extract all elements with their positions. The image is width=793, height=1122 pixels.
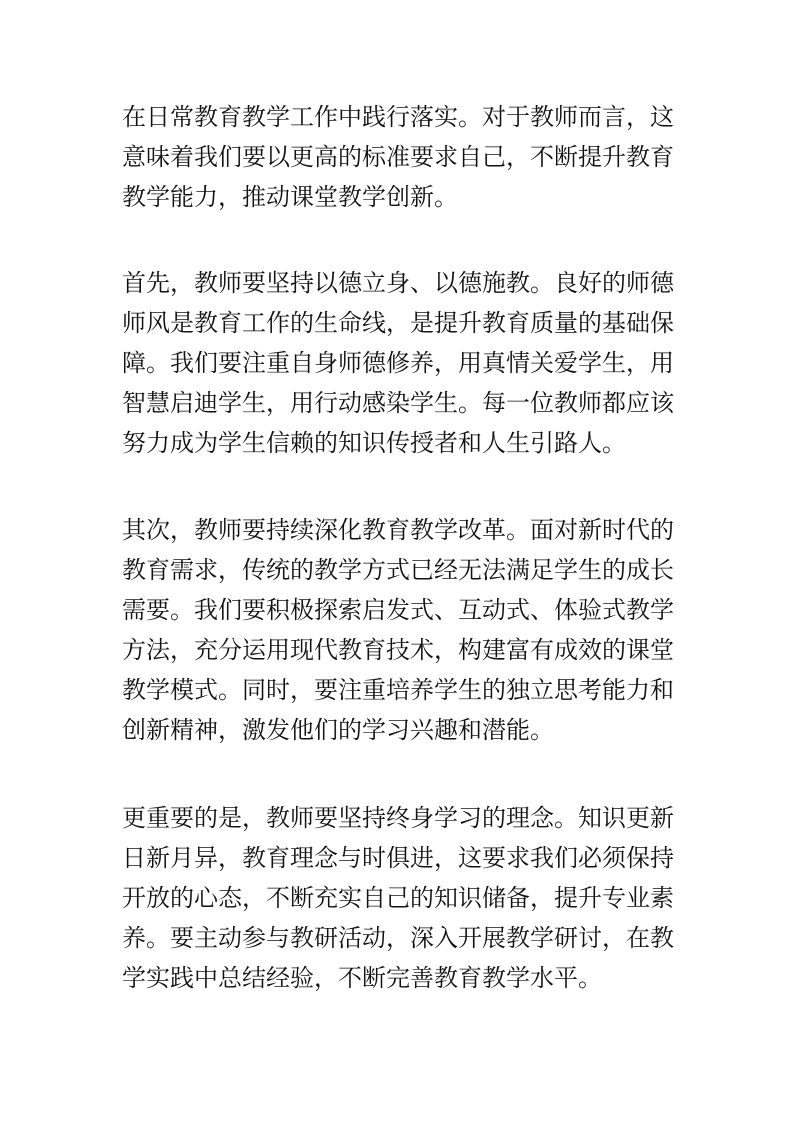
paragraph-first	[122, 263, 702, 463]
text-line: 教学能力，推动课堂教学创新。	[122, 183, 458, 211]
text-line: 创新精神，激发他们的学习兴趣和潜能。	[122, 716, 554, 744]
text-line: 努力成为学生信赖的知识传授者和人生引路人。	[122, 429, 626, 457]
text-line: 意味着我们要以更高的标准要求自己，不断提升教育	[122, 143, 674, 171]
text-line: 障。我们要注重自身师德修养，用真情关爱学生，用	[122, 349, 674, 377]
text-line: 智慧启迪学生，用行动感染学生。每一位教师都应该	[122, 389, 674, 417]
text-line: 其次，教师要持续深化教育教学改革。面对新时代的	[122, 516, 674, 544]
text-line: 首先，教师要坚持以德立身、以德施教。良好的师德	[122, 269, 674, 297]
paragraph-intro	[122, 97, 702, 217]
paragraph-third	[122, 798, 702, 998]
text-line: 需要。我们要积极探索启发式、互动式、体验式教学	[122, 596, 674, 624]
text-line: 教学模式。同时，要注重培养学生的独立思考能力和	[122, 676, 674, 704]
text-line: 学实践中总结经验，不断完善教育教学水平。	[122, 964, 602, 992]
paragraph-second	[122, 510, 702, 750]
text-line: 开放的心态，不断充实自己的知识储备，提升专业素	[122, 884, 674, 912]
text-line: 师风是教育工作的生命线，是提升教育质量的基础保	[122, 309, 674, 337]
text-line: 日新月异，教育理念与时俱进，这要求我们必须保持	[122, 844, 674, 872]
text-line: 方法，充分运用现代教育技术，构建富有成效的课堂	[122, 636, 674, 664]
text-line: 养。要主动参与教研活动，深入开展教学研讨，在教	[122, 924, 674, 952]
text-line: 更重要的是，教师要坚持终身学习的理念。知识更新	[122, 804, 674, 832]
text-line: 教育需求，传统的教学方式已经无法满足学生的成长	[122, 556, 674, 584]
text-line: 在日常教育教学工作中践行落实。对于教师而言，这	[122, 103, 674, 131]
